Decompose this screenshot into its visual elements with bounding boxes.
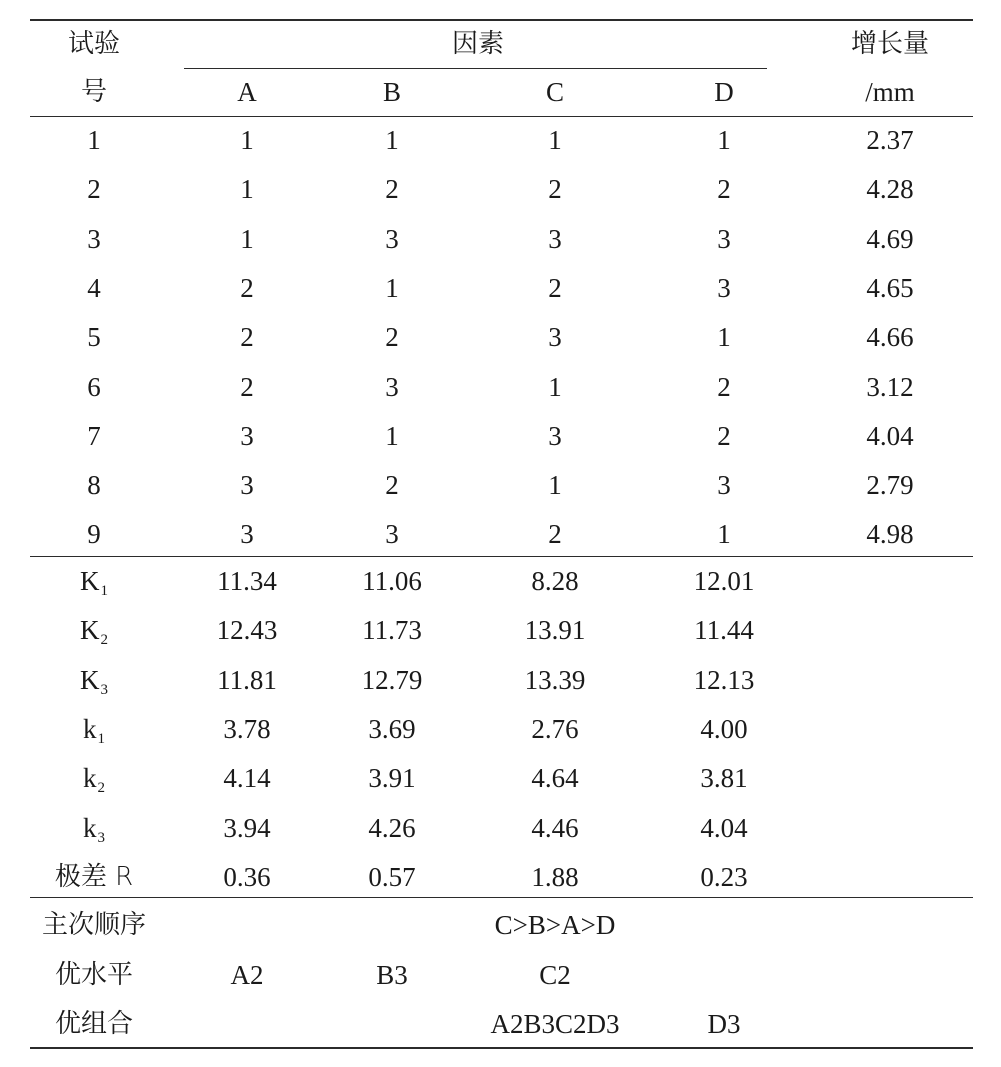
stat-b: 3.91 xyxy=(368,763,416,794)
growth-value: 3.12 xyxy=(866,371,914,402)
order-value: C>B>A>D xyxy=(494,910,616,940)
factor-b-level: 2 xyxy=(385,174,399,205)
trial-no-header-line1: 试验 xyxy=(67,29,121,59)
stat-symbol: K xyxy=(80,664,100,695)
trial-no: 6 xyxy=(87,371,101,402)
stat-b: 3.69 xyxy=(368,713,416,744)
factor-c-level: 2 xyxy=(548,174,562,205)
factor-d-level: 2 xyxy=(717,174,731,205)
factor-a-level: 3 xyxy=(240,519,254,550)
analysis-bottom-rule xyxy=(30,897,973,898)
growth-value: 4.66 xyxy=(866,322,914,353)
optimal-level-b: B3 xyxy=(376,960,408,990)
factor-c-level: 2 xyxy=(548,519,562,550)
factor-a-level: 1 xyxy=(240,174,254,205)
trial-no: 2 xyxy=(87,174,101,205)
trial-no: 4 xyxy=(87,272,101,303)
factor-d-header: D xyxy=(714,77,734,107)
factor-a-level: 1 xyxy=(240,125,254,155)
stat-c: 4.46 xyxy=(531,812,579,843)
factor-a-level: 2 xyxy=(240,322,254,353)
trial-no: 3 xyxy=(87,223,101,254)
factor-d-level: 1 xyxy=(717,125,731,155)
factor-b-level: 3 xyxy=(385,371,399,402)
stat-subscript: 2 xyxy=(97,780,105,797)
factor-c-level: 1 xyxy=(548,470,562,501)
factor-b-header: B xyxy=(382,77,402,107)
factor-d-level: 2 xyxy=(717,420,731,451)
stat-a: 3.94 xyxy=(223,812,271,843)
stat-d: 3.81 xyxy=(700,763,748,794)
optimal-level-a: A2 xyxy=(230,960,264,990)
stat-d: 4.00 xyxy=(700,713,748,744)
stat-label xyxy=(83,808,105,848)
stat-subscript: 1 xyxy=(100,583,108,599)
stat-subscript: 2 xyxy=(100,632,108,649)
trial-no: 7 xyxy=(87,420,101,451)
stat-b: 11.06 xyxy=(362,566,422,596)
factor-a-level: 3 xyxy=(240,420,254,451)
stat-subscript: 1 xyxy=(97,730,105,747)
stat-a: 11.34 xyxy=(217,566,277,596)
factor-b-level: 2 xyxy=(385,322,399,353)
optimal-level-c: C2 xyxy=(539,960,571,990)
stat-label xyxy=(83,758,105,798)
factor-b-level: 2 xyxy=(385,470,399,501)
stat-label xyxy=(80,561,108,601)
factor-b-level: 3 xyxy=(385,519,399,550)
stat-label xyxy=(80,660,108,700)
factor-c-header: C xyxy=(545,77,565,107)
factor-a-level: 2 xyxy=(240,371,254,402)
factor-d-level: 3 xyxy=(717,272,731,303)
stat-d: 0.23 xyxy=(700,861,748,892)
optimal-level-label: 优水平 xyxy=(54,960,134,990)
trial-no: 1 xyxy=(87,125,101,155)
bottom-rule xyxy=(30,1047,973,1049)
optimal-combo-value: A2B3C2D3 xyxy=(490,1009,620,1039)
factor-d-level: 1 xyxy=(717,322,731,353)
stat-d: 4.04 xyxy=(700,812,748,843)
factor-c-level: 3 xyxy=(548,322,562,353)
stat-b: 12.79 xyxy=(361,664,423,695)
factor-d-level: 2 xyxy=(717,371,731,402)
stat-a: 3.78 xyxy=(223,713,271,744)
stat-d: 12.01 xyxy=(693,566,755,596)
stat-c: 1.88 xyxy=(531,861,579,892)
factor-a-level: 3 xyxy=(240,470,254,501)
stat-c: 2.76 xyxy=(531,713,579,744)
factor-b-level: 1 xyxy=(385,420,399,451)
growth-header-line2: /mm xyxy=(865,77,915,107)
factor-a-header: A xyxy=(237,77,257,107)
top-rule xyxy=(30,19,973,21)
range-label xyxy=(55,857,133,897)
factor-c-level: 2 xyxy=(548,272,562,303)
stat-b: 4.26 xyxy=(368,812,416,843)
factor-d-level: 3 xyxy=(717,470,731,501)
growth-header-line1: 增长量 xyxy=(850,29,930,59)
trials-bottom-rule xyxy=(30,556,973,557)
growth-value: 4.98 xyxy=(866,519,914,550)
trial-no-header-line2: 号 xyxy=(80,77,108,107)
stat-symbol: 极差 R xyxy=(54,861,134,892)
stat-label xyxy=(80,610,108,650)
optimal-combo-label: 优组合 xyxy=(54,1009,134,1039)
stat-b: 11.73 xyxy=(362,615,422,646)
factor-d-level: 1 xyxy=(717,519,731,550)
growth-value: 4.69 xyxy=(866,223,914,254)
factor-c-level: 3 xyxy=(548,223,562,254)
stat-d: 11.44 xyxy=(694,615,754,646)
growth-value: 4.28 xyxy=(866,174,914,205)
order-label: 主次顺序 xyxy=(41,910,147,940)
growth-value: 2.37 xyxy=(866,125,914,155)
factor-b-level: 1 xyxy=(385,125,399,155)
stat-c: 13.91 xyxy=(524,615,586,646)
stat-label xyxy=(83,709,105,749)
factor-c-level: 1 xyxy=(548,371,562,402)
stat-subscript: 3 xyxy=(97,829,105,846)
factors-underline xyxy=(184,68,767,69)
optimal-combo-d: D3 xyxy=(707,1009,741,1039)
stat-symbol: K xyxy=(80,566,100,596)
stat-c: 8.28 xyxy=(531,566,579,596)
stat-c: 4.64 xyxy=(531,763,579,794)
trial-no: 5 xyxy=(87,322,101,353)
trial-no: 9 xyxy=(87,519,101,550)
factor-c-level: 3 xyxy=(548,420,562,451)
stat-symbol: k xyxy=(83,713,97,744)
factor-b-level: 1 xyxy=(385,272,399,303)
stat-symbol: k xyxy=(83,763,97,794)
growth-value: 2.79 xyxy=(866,470,914,501)
stat-a: 12.43 xyxy=(216,615,278,646)
stat-subscript: 3 xyxy=(100,681,108,698)
factor-d-level: 3 xyxy=(717,223,731,254)
growth-value: 4.65 xyxy=(866,272,914,303)
header-bottom-rule xyxy=(30,116,973,117)
factors-header: 因素 xyxy=(451,29,505,59)
factor-c-level: 1 xyxy=(548,125,562,155)
stat-b: 0.57 xyxy=(368,861,416,892)
stat-a: 0.36 xyxy=(223,861,271,892)
growth-value: 4.04 xyxy=(866,420,914,451)
stat-c: 13.39 xyxy=(524,664,586,695)
stat-symbol: K xyxy=(80,615,100,646)
factor-a-level: 2 xyxy=(240,272,254,303)
factor-a-level: 1 xyxy=(240,223,254,254)
stat-d: 12.13 xyxy=(693,664,755,695)
factor-b-level: 3 xyxy=(385,223,399,254)
stat-a: 4.14 xyxy=(223,763,271,794)
stat-symbol: k xyxy=(83,812,97,843)
trial-no: 8 xyxy=(87,470,101,501)
stat-a: 11.81 xyxy=(217,664,277,695)
